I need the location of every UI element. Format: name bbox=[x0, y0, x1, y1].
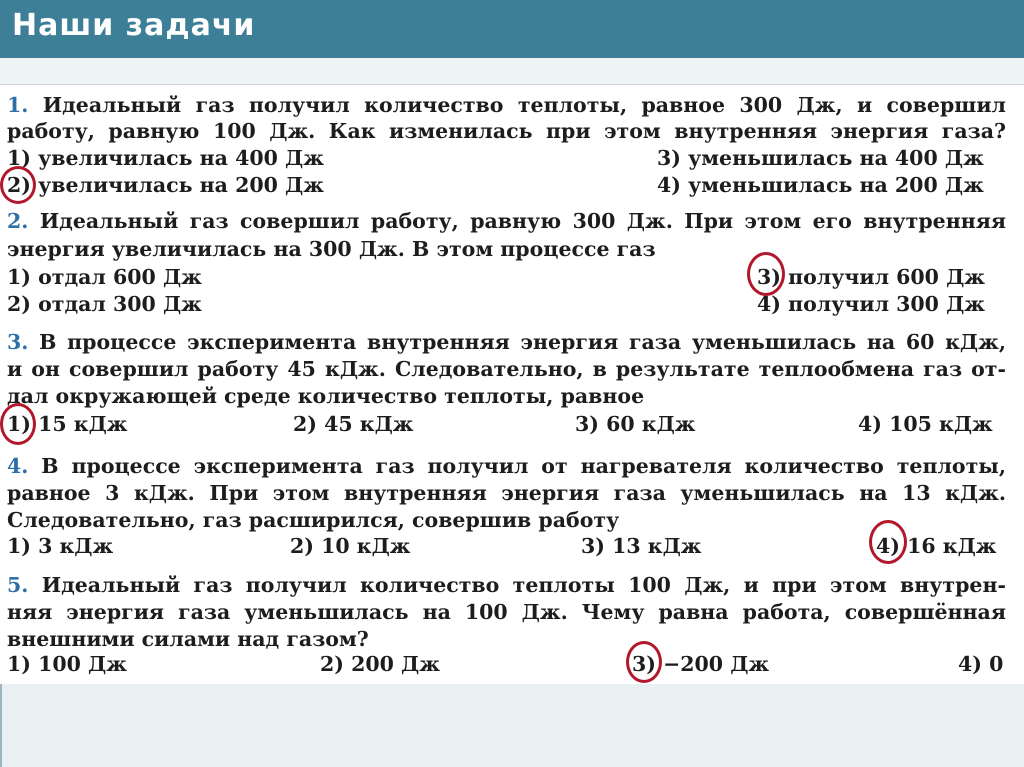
question-4-option-1[interactable]: 1) 3 кДж bbox=[7, 534, 114, 558]
left-border-line bbox=[0, 684, 2, 767]
question-3-line-3: дал окружающей среде количество теплоты, равное bbox=[7, 384, 645, 408]
question-2-number: 2. bbox=[7, 209, 29, 233]
question-4-option-4[interactable]: 4) 16 кДж bbox=[876, 534, 997, 558]
question-5-option-4[interactable]: 4) 0 bbox=[958, 652, 1004, 676]
question-1-option-3[interactable]: 3) уменьшилась на 400 Дж bbox=[657, 146, 984, 170]
slide-footer-area bbox=[0, 684, 1024, 767]
question-4-text-1: В процессе эксперимента газ получил от нагревателя количество теплоты, bbox=[41, 454, 1006, 478]
question-1-number: 1. bbox=[7, 93, 29, 117]
question-2-line-1 bbox=[7, 208, 1006, 235]
question-5-number: 5. bbox=[7, 573, 29, 597]
question-1-option-1[interactable]: 1) увеличилась на 400 Дж bbox=[7, 146, 324, 170]
question-5-line-3: внешними силами над газом? bbox=[7, 627, 369, 651]
question-2-option-2[interactable]: 2) отдал 300 Дж bbox=[7, 292, 202, 316]
question-2-line-2: энергия увеличилась на 300 Дж. В этом процессе газ bbox=[7, 237, 656, 261]
question-5-option-1[interactable]: 1) 100 Дж bbox=[7, 652, 127, 676]
question-3-number: 3. bbox=[7, 330, 29, 354]
question-3-option-4[interactable]: 4) 105 кДж bbox=[858, 412, 993, 436]
question-1-text-1: Идеальный газ получил количество теплоты, равное 300 Дж, и совершил bbox=[42, 93, 1006, 117]
question-2-option-3[interactable]: 3) получил 600 Дж bbox=[757, 265, 986, 289]
question-1-option-4[interactable]: 4) уменьшилась на 200 Дж bbox=[657, 173, 984, 197]
question-2-option-4[interactable]: 4) получил 300 Дж bbox=[757, 292, 986, 316]
question-4-answer-circle bbox=[869, 520, 907, 564]
slide-title: Наши задачи bbox=[12, 8, 256, 43]
question-3-answer-circle bbox=[0, 403, 36, 445]
question-5-option-3[interactable]: 3) −200 Дж bbox=[632, 652, 770, 676]
question-4-line-1 bbox=[7, 453, 1006, 480]
question-3-line-2: и он совершил работу 45 кДж. Следовательно, в результате теплообмена газ от- bbox=[7, 357, 1006, 381]
question-2-answer-circle bbox=[747, 252, 785, 296]
problem-sheet bbox=[0, 86, 1024, 684]
question-3-option-2[interactable]: 2) 45 кДж bbox=[293, 412, 414, 436]
question-5-text-1: Идеальный газ получил количество теплоты 100 Дж, и при этом внутрен- bbox=[41, 573, 1006, 597]
question-4-option-2[interactable]: 2) 10 кДж bbox=[290, 534, 411, 558]
question-3-option-1[interactable]: 1) 15 кДж bbox=[7, 412, 128, 436]
question-1-line-1 bbox=[7, 92, 1006, 119]
question-4-number: 4. bbox=[7, 454, 29, 478]
question-5-option-2[interactable]: 2) 200 Дж bbox=[320, 652, 440, 676]
slide-header bbox=[0, 0, 1024, 58]
question-2-text-1: Идеальный газ совершил работу, равную 300 Дж. При этом его внутренняя bbox=[39, 209, 1007, 233]
question-4-line-2: равное 3 кДж. При этом внутренняя энергия газа уменьшилась на 13 кДж. bbox=[7, 481, 1006, 505]
question-2-option-1[interactable]: 1) отдал 600 Дж bbox=[7, 265, 202, 289]
question-5-line-2: няя энергия газа уменьшилась на 100 Дж. Чему равна работа, совершённая bbox=[7, 600, 1006, 624]
question-1-option-2[interactable]: 2) увеличилась на 200 Дж bbox=[7, 173, 324, 197]
question-1-line-2: работу, равную 100 Дж. Как изменилась при этом внутренняя энергия газа? bbox=[7, 119, 1006, 143]
question-5-line-1 bbox=[7, 572, 1006, 599]
question-3-option-3[interactable]: 3) 60 кДж bbox=[575, 412, 696, 436]
question-4-line-3: Следовательно, газ расширился, совершив работу bbox=[7, 508, 620, 532]
header-stripe bbox=[0, 58, 1024, 85]
question-5-answer-circle bbox=[626, 641, 662, 683]
question-3-text-1: В процессе эксперимента внутренняя энергия газа уменьшилась на 60 кДж, bbox=[39, 330, 1006, 354]
question-3-line-1 bbox=[7, 329, 1006, 356]
question-4-option-3[interactable]: 3) 13 кДж bbox=[581, 534, 702, 558]
question-1-answer-circle bbox=[0, 166, 36, 204]
